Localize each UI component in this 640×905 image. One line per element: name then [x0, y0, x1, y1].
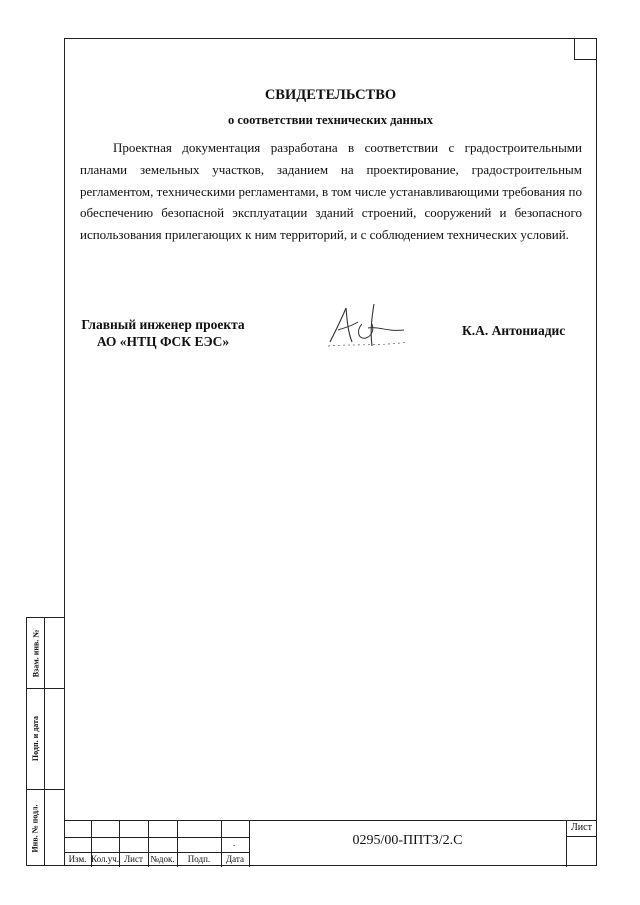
document-title: СВИДЕТЕЛЬСТВО — [264, 87, 397, 103]
binding-label-original-inv: Инв. № подл. — [31, 803, 41, 853]
position-line-1: Главный инженер проекта — [81, 317, 245, 332]
document-subtitle: о соответствии технических данных — [227, 113, 434, 127]
binding-column-line — [44, 618, 45, 865]
position-line-2: АО «НТЦ ФСК ЕЭС» — [96, 334, 230, 349]
stamp-header-doc-number: №док. — [150, 854, 175, 864]
stamp-header-count: Кол.уч. — [91, 854, 119, 864]
body-paragraph: Проектная документация разработана в соответствии с градостроительными планами земельных участков, заданием на проектирование, градостроительным регламентом, техническими регламентами, в том числе устанавливающими требования по обеспечению безопасной эксплуатации зданий строений, сооружений и безопасного использования прилегающих к ним территорий, и с соблюдением технических условий. — [80, 140, 582, 243]
sheet-label: Лист — [571, 822, 592, 833]
handwritten-signature-icon — [322, 300, 412, 352]
document-code: 0295/00-ППТЗ/2.С — [352, 833, 463, 848]
stamp-marker: . — [233, 838, 236, 848]
signatory-name: К.А. Антониадис — [462, 323, 566, 338]
corner-sheet-box — [574, 38, 597, 60]
binding-label-signature-date: Подп. и дата — [31, 715, 40, 762]
signatory-position — [68, 316, 258, 350]
sheet-cell-line — [566, 836, 597, 837]
binding-label-replacement-inv: Взам. инв. № — [31, 629, 41, 677]
stamp-row-line — [64, 837, 249, 838]
stamp-header-revision: Изм. — [68, 854, 87, 864]
stamp-header-date: Дата — [226, 854, 244, 864]
stamp-header-signature: Подп. — [187, 854, 211, 864]
binding-strip — [26, 617, 64, 866]
stamp-header-sheet: Лист — [124, 854, 143, 864]
